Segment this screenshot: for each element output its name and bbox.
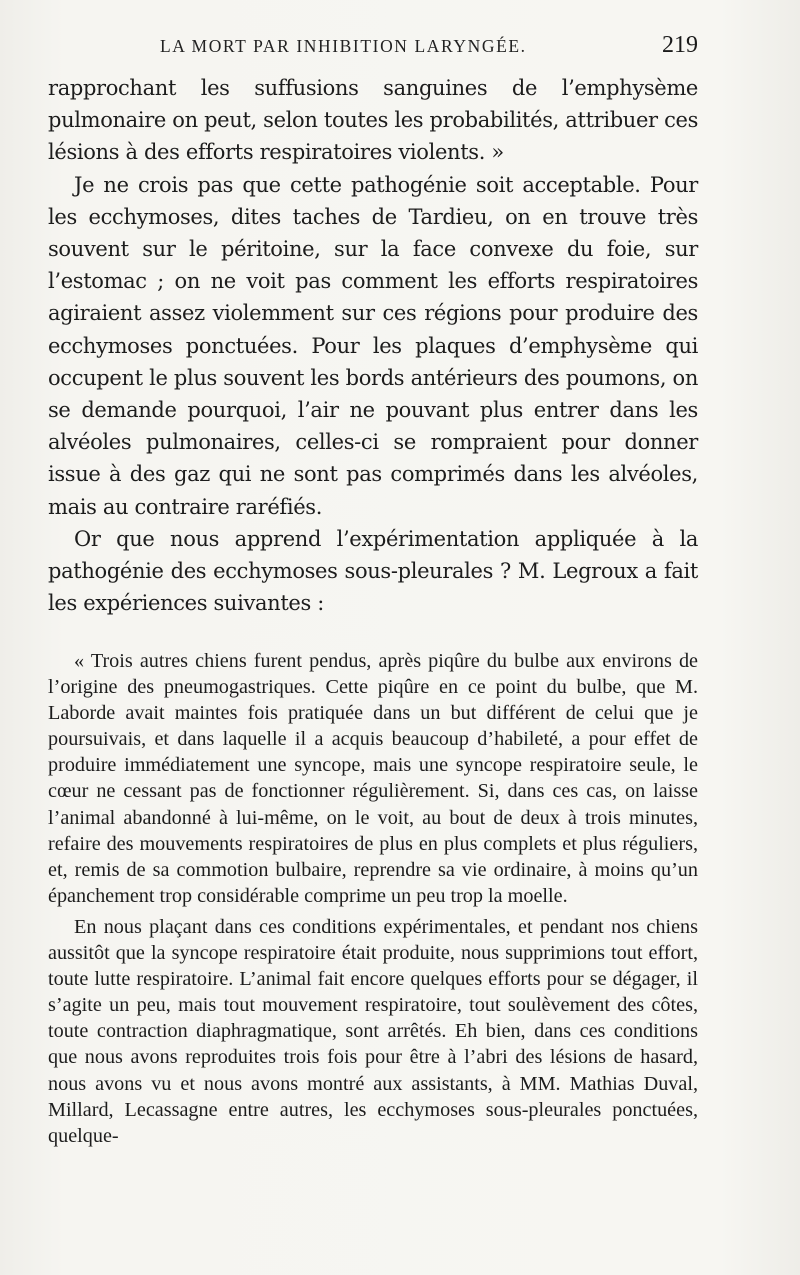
paragraph-experimentation: Or que nous apprend l’expérimentation appliquée à la pathogénie des ecchymoses sous-pleurales ? M. Legroux a fait les expériences suivantes : — [48, 526, 698, 616]
page-number: 219 — [662, 32, 698, 58]
paragraph-continuation: rapprochant les suffusions sanguines de l’emphysème pulmonaire on peut, selon toutes les probabilités, attribuer ces lésions à des efforts respiratoires violents. » — [48, 76, 698, 165]
running-title: LA MORT PAR INHIBITION LARYNGÉE. — [160, 36, 527, 56]
quote-paragraph-2: En nous plaçant dans ces conditions expérimentales, et pendant nos chiens aussitôt que la syncope respiratoire était produite, nous supprimions tout effort, toute lutte respiratoire. L’animal fait encore quelques efforts pour se dégager, il s’agite un peu, mais tout mouvement respiratoire, tout soulèvement des côtes, toute contraction diaphragmatique, sont arrêtés. Eh bien, dans ces conditions que nous avons reproduites trois fois pour être à l’abri des lésions de hasard, nous avons vu et nous avons montré aux assistants, à MM. Mathias Duval, Millard, Lecassagne entre autres, les ecchymoses sous-pleurales ponctuées, quelque- — [48, 915, 698, 1147]
main-text — [48, 72, 698, 619]
quoted-passage — [48, 648, 698, 1149]
running-head — [48, 32, 698, 62]
paragraph-pathogenie: Je ne crois pas que cette pathogénie soit acceptable. Pour les ecchymoses, dites taches de Tardieu, on en trouve très souvent sur le péritoine, sur la face convexe du foie, sur l’estomac ; on ne voit pas comment les efforts respiratoires agiraient assez violemment sur ces régions pour produire des ecchymoses ponctuées. Pour les plaques d’emphysème qui occupent le plus souvent les bords antérieurs des poumons, on se demande pourquoi, l’air ne pouvant plus entrer dans les alvéoles pulmonaires, celles-ci se rompraient pour donner issue à des gaz qui ne sont pas comprimés dans les alvéoles, mais au contraire raréfiés. — [48, 172, 698, 519]
quote-paragraph-1: « Trois autres chiens furent pendus, après piqûre du bulbe aux environs de l’origine des pneumogastriques. Cette piqûre en ce point du bulbe, que M. Laborde avait maintes fois pratiquée dans un but différent de celui que je poursuivais, et dans laquelle il a acquis beaucoup d’habileté, a pour effet de produire immédiatement une syncope, mais une syncope respiratoire seule, le cœur ne cessant pas de fonctionner régulièrement. Si, dans ces cas, on laisse l’animal abandonné à lui-même, on le voit, au bout de deux à trois minutes, refaire des mouvements respiratoires de plus en plus complets et plus réguliers, et, remis de sa commotion bulbaire, reprendre sa vie ordinaire, à moins qu’un épanchement trop considérable comprime un peu trop la moelle. — [48, 650, 698, 907]
